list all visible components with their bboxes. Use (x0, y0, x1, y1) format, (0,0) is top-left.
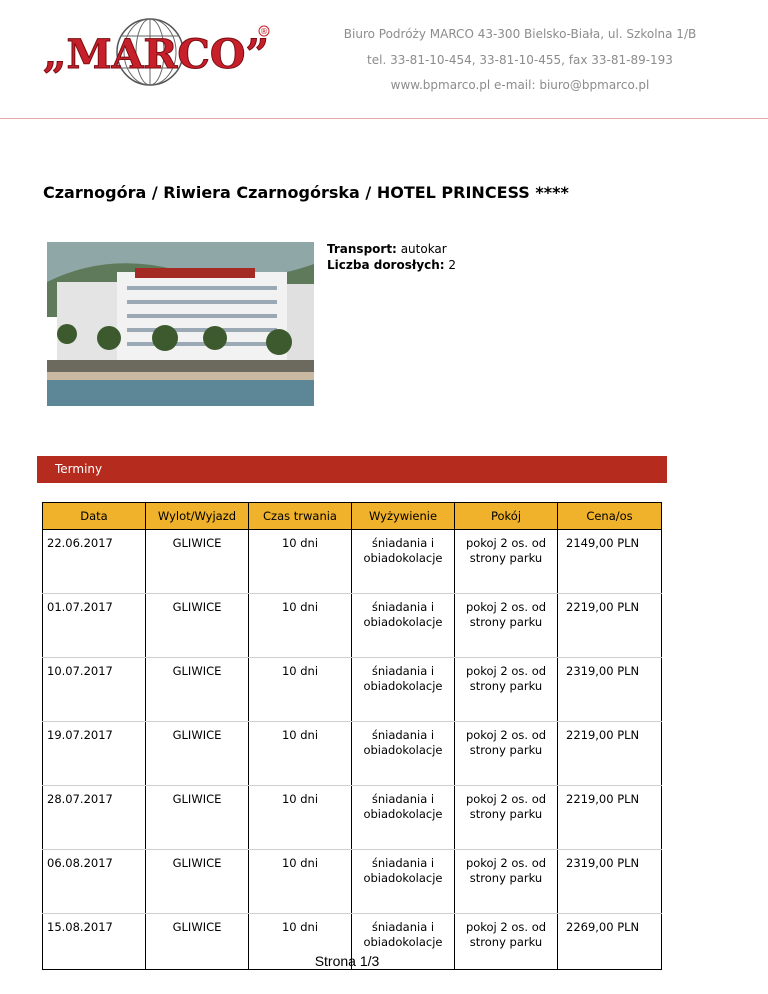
cell-date: 01.07.2017 (43, 594, 146, 658)
cell-board: śniadania i obiadokolacje (352, 594, 455, 658)
cell-date: 19.07.2017 (43, 722, 146, 786)
table-row (43, 786, 662, 850)
table-row (43, 530, 662, 594)
cell-duration: 10 dni (249, 850, 352, 914)
adults-value: 2 (448, 258, 457, 272)
cell-duration: 10 dni (249, 594, 352, 658)
contact-address: Biuro Podróży MARCO 43-300 Bielsko-Biała, ul. Szkolna 1/B (343, 27, 697, 41)
page-header (0, 0, 768, 119)
table-header-row (43, 503, 662, 530)
cell-duration: 10 dni (249, 722, 352, 786)
table-row (43, 850, 662, 914)
cell-price: 2319,00 PLN (558, 658, 662, 722)
cell-departure: GLIWICE (146, 786, 249, 850)
transport-info (327, 242, 447, 256)
terms-table (42, 502, 662, 970)
cell-duration: 10 dni (249, 914, 352, 970)
cell-departure: GLIWICE (146, 914, 249, 970)
contact-web[interactable]: www.bpmarco.pl e-mail: biuro@bpmarco.pl (390, 78, 650, 92)
header-board: Wyżywienie (352, 503, 455, 530)
marco-logo (38, 16, 274, 86)
contact-phone: tel. 33-81-10-454, 33-81-10-455, fax 33-81-89-193 (367, 53, 673, 67)
table-row (43, 594, 662, 658)
svg-text:„MARCO”: „MARCO” (43, 31, 269, 78)
transport-value: autokar (400, 242, 447, 256)
adults-info (327, 258, 456, 272)
page-title: Czarnogóra / Riwiera Czarnogórska / HOTEL PRINCESS **** (43, 183, 569, 202)
cell-board: śniadania i obiadokolacje (352, 530, 455, 594)
header-price: Cena/os (558, 503, 662, 530)
cell-departure: GLIWICE (146, 722, 249, 786)
cell-price: 2219,00 PLN (558, 594, 662, 658)
cell-board: śniadania i obiadokolacje (352, 722, 455, 786)
page-number: Strona 1/3 (314, 953, 380, 969)
cell-price: 2269,00 PLN (558, 914, 662, 970)
cell-duration: 10 dni (249, 658, 352, 722)
cell-board: śniadania i obiadokolacje (352, 786, 455, 850)
adults-label: Liczba dorosłych: (327, 258, 445, 272)
cell-departure: GLIWICE (146, 594, 249, 658)
cell-date: 06.08.2017 (43, 850, 146, 914)
header-room: Pokój (455, 503, 558, 530)
cell-room: pokoj 2 os. od strony parku (455, 722, 558, 786)
cell-room: pokoj 2 os. od strony parku (455, 658, 558, 722)
svg-text:®: ® (260, 27, 268, 36)
cell-departure: GLIWICE (146, 850, 249, 914)
cell-departure: GLIWICE (146, 658, 249, 722)
cell-date: 28.07.2017 (43, 786, 146, 850)
section-title: Terminy (55, 462, 103, 476)
cell-date: 10.07.2017 (43, 658, 146, 722)
cell-duration: 10 dni (249, 786, 352, 850)
cell-date: 22.06.2017 (43, 530, 146, 594)
cell-room: pokoj 2 os. od strony parku (455, 850, 558, 914)
cell-room: pokoj 2 os. od strony parku (455, 530, 558, 594)
cell-board: śniadania i obiadokolacje (352, 850, 455, 914)
header-date: Data (43, 503, 146, 530)
cell-board: śniadania i obiadokolacje (352, 914, 455, 970)
cell-room: pokoj 2 os. od strony parku (455, 914, 558, 970)
header-departure: Wylot/Wyjazd (146, 503, 249, 530)
cell-price: 2219,00 PLN (558, 786, 662, 850)
cell-room: pokoj 2 os. od strony parku (455, 594, 558, 658)
cell-price: 2319,00 PLN (558, 850, 662, 914)
cell-price: 2219,00 PLN (558, 722, 662, 786)
cell-room: pokoj 2 os. od strony parku (455, 786, 558, 850)
cell-date: 15.08.2017 (43, 914, 146, 970)
header-duration: Czas trwania (249, 503, 352, 530)
hotel-photo (47, 242, 314, 406)
cell-departure: GLIWICE (146, 530, 249, 594)
table-row (43, 722, 662, 786)
transport-label: Transport: (327, 242, 397, 256)
table-row (43, 658, 662, 722)
section-header-terminy (37, 456, 667, 483)
cell-price: 2149,00 PLN (558, 530, 662, 594)
cell-board: śniadania i obiadokolacje (352, 658, 455, 722)
cell-duration: 10 dni (249, 530, 352, 594)
